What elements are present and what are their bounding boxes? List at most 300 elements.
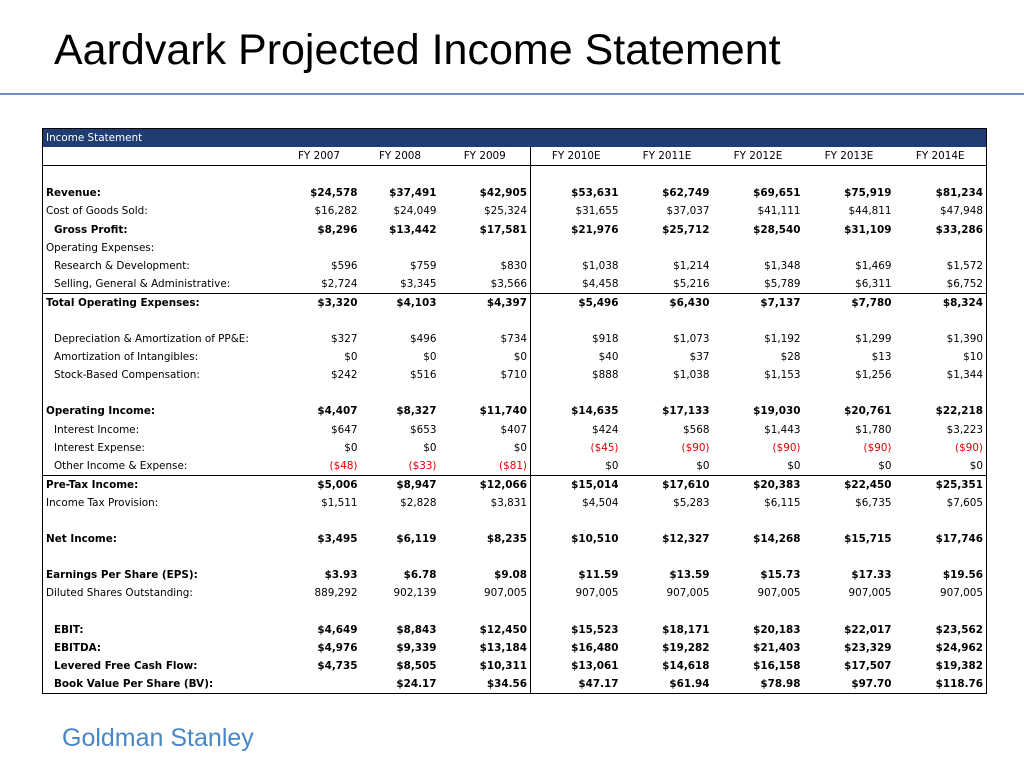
table-row [43,202,987,220]
table-cell: $3,223 [946,423,983,436]
table-cell: $75,919 [844,187,892,200]
table-cell: ($90) [955,441,983,454]
table-cell: $22,450 [804,475,895,494]
table-cell: $496 [410,333,437,346]
table-cell: $1,344 [946,369,983,382]
table-cell: $4,407 [317,405,358,418]
table-cell: $24,049 [393,205,437,218]
table-cell [440,384,531,402]
table-cell: ($33) [408,459,437,472]
table-cell: $25,351 [895,475,987,494]
table-cell [895,512,987,530]
table-cell: $1,469 [855,259,892,272]
table-cell: $0 [344,441,358,454]
table-cell: $3,495 [317,533,358,546]
table-cell: $10,311 [440,657,531,675]
table-cell [440,512,531,530]
table-cell [278,512,361,530]
row-label: Cost of Goods Sold: [46,205,148,218]
table-cell: $4,649 [317,623,358,636]
table-row [43,494,987,512]
table-cell: ($81) [440,457,531,476]
row-label [43,602,278,620]
table-row [43,275,987,294]
table-cell: $1,572 [946,259,983,272]
table-cell: $242 [331,369,358,382]
table-cell: $6,311 [855,277,892,290]
table-row [43,657,987,675]
table-cell: $1,073 [673,333,710,346]
table-cell: $15.73 [760,569,801,582]
table-cell [361,166,440,185]
row-label [43,312,278,330]
table-cell [278,312,361,330]
table-cell: 907,005 [440,584,531,602]
table-cell: $1,153 [764,369,801,382]
table-cell: $1,348 [764,259,801,272]
row-label: EBITDA: [54,641,101,654]
table-cell [713,239,804,257]
table-cell: $1,443 [764,423,801,436]
blank-row [43,384,987,402]
row-label: Total Operating Expenses: [43,293,278,312]
row-label: Revenue: [46,187,101,200]
table-cell: $37,491 [389,187,437,200]
table-cell: $18,171 [662,623,710,636]
table-cell [361,384,440,402]
column-headers-row [43,147,987,166]
table-cell [622,602,713,620]
table-cell: $97.70 [851,677,892,690]
table-header-title: Income Statement [43,129,987,148]
table-cell [622,239,713,257]
table-cell [622,312,713,330]
table-cell: $17,581 [440,220,531,238]
table-cell: $0 [440,439,531,457]
table-cell: $7,137 [713,293,804,312]
table-cell: $16,158 [753,659,801,672]
table-cell [622,384,713,402]
row-label: Book Value Per Share (BV): [54,677,214,690]
table-cell: $14,635 [571,405,619,418]
row-label [43,166,278,185]
table-row [43,439,987,457]
row-label: Earnings Per Share (EPS): [46,569,198,582]
table-cell: $23,329 [844,641,892,654]
table-cell: $327 [331,333,358,346]
table-cell [622,166,713,185]
table-cell: $516 [410,369,437,382]
table-cell [278,548,361,566]
table-cell: $22,218 [935,405,983,418]
table-cell: $19,030 [753,405,801,418]
table-cell [531,312,622,330]
table-cell: ($48) [329,459,358,472]
row-label: Interest Income: [54,423,140,436]
table-row [43,675,987,694]
table-cell [804,312,895,330]
table-cell: $1,192 [764,333,801,346]
table-cell [895,239,987,257]
slide-title: Aardvark Projected Income Statement [54,26,781,74]
table-cell [531,384,622,402]
table-cell [895,384,987,402]
column-header: FY 2010E [531,147,622,166]
blank-row [43,312,987,330]
table-cell: $1,780 [855,423,892,436]
table-cell: $17,746 [935,533,983,546]
table-body [43,129,987,694]
table-cell: 907,005 [940,587,983,600]
table-cell: $3,566 [440,275,531,294]
table-cell: $1,256 [855,369,892,382]
table-cell: $24,578 [310,187,358,200]
table-cell: $16,282 [314,205,358,218]
table-cell: $3.93 [324,569,358,582]
table-cell: $1,214 [673,259,710,272]
table-cell: 907,005 [757,587,801,600]
table-cell [531,512,622,530]
title-divider [0,93,1024,95]
table-cell: $47,948 [940,205,983,218]
table-row [43,421,987,439]
table-cell: $7,605 [946,496,983,509]
table-cell: $1,038 [673,369,710,382]
table-cell: 907,005 [848,587,892,600]
row-label: Income Tax Provision: [46,496,159,509]
table-cell: $734 [440,330,531,348]
table-row [43,475,987,494]
table-cell: $25,324 [440,202,531,220]
table-cell: $42,905 [440,184,531,202]
table-cell: $407 [440,421,531,439]
table-cell: $653 [410,423,437,436]
table-cell: $0 [787,459,801,472]
table-cell: $10,510 [571,533,619,546]
table-cell: $0 [878,459,892,472]
table-cell [440,548,531,566]
table-cell [361,548,440,566]
table-cell: $6,735 [855,496,892,509]
table-cell: $759 [410,259,437,272]
table-cell: $4,458 [582,277,619,290]
table-cell: $16,480 [571,641,619,654]
table-cell: $5,496 [531,293,622,312]
table-cell: $19,382 [935,659,983,672]
table-cell: $62,749 [662,187,710,200]
table-cell: $4,504 [582,496,619,509]
table-cell: $13,061 [571,659,619,672]
table-cell: $8,505 [396,659,437,672]
column-header: FY 2011E [622,147,713,166]
table-cell: $2,828 [400,496,437,509]
table-cell [804,166,895,185]
table-cell: $17,507 [844,659,892,672]
table-cell: $10 [963,351,983,364]
table-cell: $17,610 [622,475,713,494]
table-row [43,348,987,366]
table-cell [440,312,531,330]
table-cell: $8,843 [396,623,437,636]
table-cell: ($90) [863,441,892,454]
table-cell: $19.56 [942,569,983,582]
table-cell [361,239,440,257]
table-cell [895,548,987,566]
table-row [43,457,987,476]
table-cell [361,512,440,530]
table-cell [804,239,895,257]
row-label: Operating Income: [46,405,156,418]
column-header: FY 2013E [804,147,895,166]
table-cell: $28,540 [753,223,801,236]
table-cell: $647 [331,423,358,436]
table-cell: $1,038 [582,259,619,272]
table-cell [895,166,987,185]
table-row [43,584,987,602]
table-cell: $17.33 [851,569,892,582]
row-label: Stock-Based Compensation: [54,369,200,382]
table-cell: $8,296 [317,223,358,236]
row-label: Selling, General & Administrative: [54,277,231,290]
table-cell: $17,133 [662,405,710,418]
table-cell: $34.56 [440,675,531,694]
blank-row [43,602,987,620]
blank-row [43,512,987,530]
table-cell: $25,712 [662,223,710,236]
table-cell: $12,066 [440,475,531,494]
table-cell: $8,947 [361,475,440,494]
footer-brand: Goldman Stanley [62,724,254,752]
table-cell: $33,286 [935,223,983,236]
table-cell [804,384,895,402]
table-cell: $0 [423,351,437,364]
table-cell [361,602,440,620]
table-cell: $11,740 [440,402,531,420]
table-cell: $118.76 [935,677,983,690]
table-cell [531,602,622,620]
table-row [43,639,987,657]
column-header-blank [43,147,278,166]
table-cell: $3,320 [278,293,361,312]
table-cell [804,548,895,566]
table-cell: $424 [592,423,619,436]
row-label: Pre-Tax Income: [43,475,278,494]
table-cell: 907,005 [575,587,619,600]
table-cell: $1,511 [321,496,358,509]
table-cell: $8,324 [895,293,987,312]
table-cell: $8,327 [396,405,437,418]
table-cell: $21,403 [753,641,801,654]
row-label: Depreciation & Amortization of PP&E: [54,333,249,346]
row-label: Interest Expense: [54,441,145,454]
table-row [43,293,987,312]
table-row [43,530,987,548]
table-row [43,566,987,584]
table-cell: $15,523 [571,623,619,636]
table-row [43,220,987,238]
column-header: FY 2009 [440,147,531,166]
income-statement-table [42,128,987,694]
table-cell: $0 [696,459,710,472]
table-cell: $5,789 [764,277,801,290]
table-row [43,239,987,257]
column-header: FY 2014E [895,147,987,166]
table-cell: $4,397 [440,293,531,312]
table-cell: $2,724 [321,277,358,290]
table-cell [278,602,361,620]
row-label: Amortization of Intangibles: [54,351,199,364]
table-cell: $37 [689,351,710,364]
table-cell: $918 [592,333,619,346]
table-cell: $830 [440,257,531,275]
table-cell: $596 [331,259,358,272]
table-cell [713,384,804,402]
table-cell: $21,976 [571,223,619,236]
table-cell [278,384,361,402]
table-cell: $13.59 [669,569,710,582]
table-cell [622,512,713,530]
row-label: Diluted Shares Outstanding: [46,587,193,600]
row-label [43,548,278,566]
table-cell: $24.17 [396,677,437,690]
table-cell: $23,562 [935,623,983,636]
table-cell [804,512,895,530]
table-cell: $24,962 [935,641,983,654]
table-cell [531,548,622,566]
table-cell: $15,715 [844,533,892,546]
table-cell: $40 [598,351,619,364]
row-label: EBIT: [54,623,84,636]
table-cell: $19,282 [662,641,710,654]
table-cell: $4,976 [317,641,358,654]
table-row [43,402,987,420]
table-cell: $6,119 [396,533,437,546]
table-cell: $568 [683,423,710,436]
table-cell: 902,139 [393,587,437,600]
column-header: FY 2007 [278,147,361,166]
table-cell [895,602,987,620]
table-cell: $78.98 [760,677,801,690]
table-cell [713,512,804,530]
table-row [43,621,987,639]
table-cell: $69,651 [753,187,801,200]
table-cell: $53,631 [571,187,619,200]
table-cell: $4,735 [317,659,358,672]
table-cell: $0 [344,351,358,364]
table-cell: $14,618 [662,659,710,672]
row-label: Other Income & Expense: [54,459,188,472]
table-cell [531,166,622,185]
table-cell: $5,216 [673,277,710,290]
row-label: Research & Development: [54,259,190,272]
table-cell: $31,109 [844,223,892,236]
table-row [43,184,987,202]
table-cell: $3,345 [400,277,437,290]
row-label: Net Income: [46,533,117,546]
table-cell: $5,006 [278,475,361,494]
table-cell: $37,037 [666,205,710,218]
table-cell: $6.78 [403,569,437,582]
table-cell: $22,017 [844,623,892,636]
table-cell: $20,761 [844,405,892,418]
table-cell [713,602,804,620]
table-row [43,257,987,275]
row-label: Gross Profit: [54,223,128,236]
table-cell: $13 [871,351,892,364]
table-cell: $44,811 [848,205,892,218]
table-row [43,330,987,348]
row-label: Levered Free Cash Flow: [54,659,198,672]
table-cell [804,602,895,620]
table-cell: $6,115 [764,496,801,509]
table-cell [440,166,531,185]
income-statement-table-container [42,128,986,694]
blank-row [43,166,987,185]
table-cell: $81,234 [935,187,983,200]
table-cell: $888 [592,369,619,382]
row-label [43,384,278,402]
table-cell: $31,655 [575,205,619,218]
table-cell: $0 [969,459,983,472]
table-cell: 889,292 [314,587,358,600]
table-cell: $9,339 [396,641,437,654]
table-cell: $13,442 [389,223,437,236]
table-cell: $0 [423,441,437,454]
table-cell: $3,831 [440,494,531,512]
table-cell [713,312,804,330]
table-cell: $0 [605,459,619,472]
table-cell [361,312,440,330]
table-cell [713,548,804,566]
table-cell: $14,268 [753,533,801,546]
table-cell: $15,014 [531,475,622,494]
table-cell [440,602,531,620]
table-cell: ($45) [590,441,619,454]
table-cell [278,239,361,257]
table-cell: 907,005 [666,587,710,600]
table-cell: $4,103 [361,293,440,312]
table-cell [531,239,622,257]
table-cell: $20,183 [753,623,801,636]
table-cell: $28 [780,351,801,364]
table-cell [622,548,713,566]
row-label [43,512,278,530]
table-cell: $0 [440,348,531,366]
row-label: Operating Expenses: [46,241,155,254]
table-cell [713,166,804,185]
table-cell: ($90) [772,441,801,454]
blank-row [43,548,987,566]
table-cell: $12,327 [662,533,710,546]
table-cell: $41,111 [757,205,801,218]
table-cell: $6,430 [622,293,713,312]
table-cell: $20,383 [713,475,804,494]
table-cell [895,312,987,330]
table-cell: ($90) [681,441,710,454]
column-header: FY 2008 [361,147,440,166]
table-cell [278,166,361,185]
table-cell: $5,283 [673,496,710,509]
table-cell: $11.59 [578,569,619,582]
table-cell [278,675,361,694]
table-cell: $1,299 [855,333,892,346]
table-cell: $710 [440,366,531,384]
table-cell: $12,450 [440,621,531,639]
table-cell: $13,184 [440,639,531,657]
table-cell: $7,780 [804,293,895,312]
table-cell [440,239,531,257]
column-header: FY 2012E [713,147,804,166]
